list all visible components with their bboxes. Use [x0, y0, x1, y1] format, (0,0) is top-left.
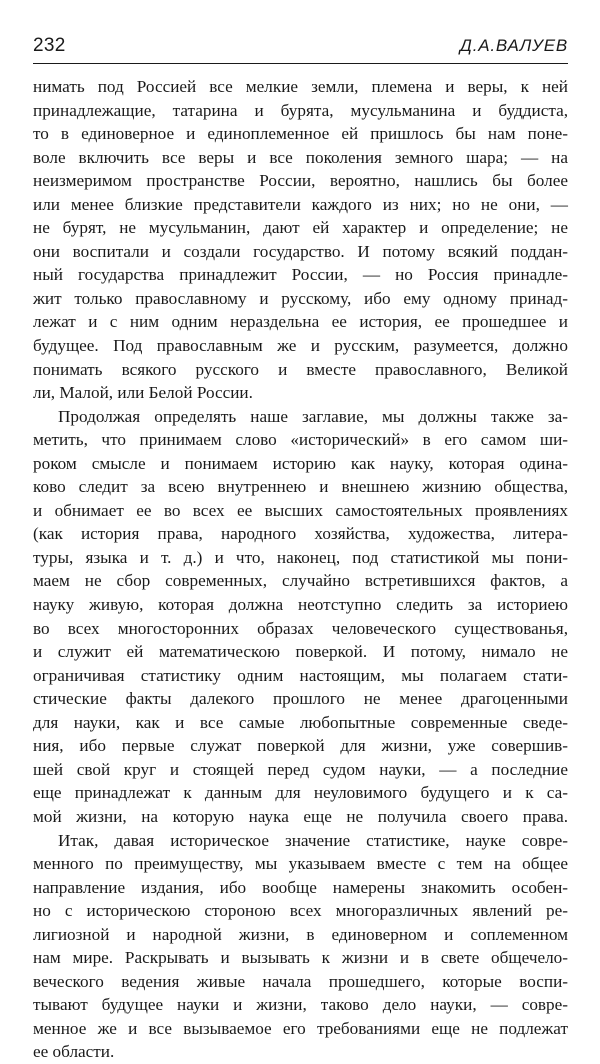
- running-title: Д.А.ВАЛУЕВ: [459, 36, 568, 55]
- text-line: науку живую, которая должна неотступно следить за историею: [33, 595, 568, 615]
- text-line: принадлежащие, татарина и бурята, мусульманина и буддиста,: [33, 100, 568, 120]
- text-line: туры, языка и т. д.) и что, наконец, под статистикой мы пони-: [33, 547, 568, 567]
- text-line: воле включить все веры и все поколения земного шара; — на: [33, 147, 568, 167]
- text-line: лигиозной и народной жизни, в единоверном и соплеменном: [33, 924, 568, 944]
- paragraph-2: [33, 405, 568, 829]
- body-text: [33, 75, 568, 1064]
- text-line: нам мире. Раскрывать и вызывать к жизни и в свете общечело-: [33, 948, 568, 968]
- text-line: то в единоверное и единоплеменное ей пришлось бы нам поне-: [33, 124, 568, 144]
- text-line: веческого ведения живые начала прошедшего, которые воспи-: [33, 971, 568, 991]
- text-line: не бурят, не мусульманин, дают ей характер и определение; не: [33, 218, 568, 238]
- text-line: неизмеримом пространстве России, вероятно, нашлись бы более: [33, 171, 568, 191]
- text-line: и служит ей математическою поверкой. И потому, нимало не: [33, 642, 568, 662]
- text-line: но с историческою стороною всех многоразличных явлений ре-: [33, 901, 568, 921]
- paragraph-3: [33, 829, 568, 1064]
- text-line: ния, ибо первые служат поверкой для жизни, уже совершив-: [33, 736, 568, 756]
- text-line: ный государства принадлежит России, — но Россия принадле-: [33, 265, 568, 285]
- text-line: Итак, давая историческое значение статистике, науке совре-: [58, 830, 568, 850]
- text-line: ли, Малой, или Белой России.: [33, 383, 253, 403]
- text-line: будущее. Под православным же и русским, разумеется, должно: [33, 336, 568, 356]
- text-line: ограничивая статистику одним настоящим, мы полагаем стати-: [33, 665, 568, 685]
- text-line: Продолжая определять наше заглавие, мы должны также за-: [58, 406, 568, 426]
- text-line: роком смысле и понимаем историю как науку, которая одина-: [33, 453, 568, 473]
- text-line: ее области.: [33, 1042, 115, 1062]
- paragraph-1: [33, 75, 568, 405]
- text-line: менное же и все вызываемое его требованиями еще не подлежат: [33, 1018, 568, 1038]
- text-line: метить, что принимаем слово «исторический» в его самом ши-: [33, 430, 568, 450]
- running-header: [33, 35, 568, 64]
- text-line: лежат и с ним одним нераздельна ее история, ее прошедшее и: [33, 312, 568, 332]
- text-line: для науки, как и все самые любопытные современные сведе-: [33, 712, 568, 732]
- text-line: маем не сбор современных, случайно встретившихся фактов, а: [33, 571, 568, 591]
- text-line: или менее близкие представители каждого из них; но не они, —: [33, 194, 568, 214]
- text-line: ково следит за всею внутреннею и внешнею жизнию общества,: [33, 477, 568, 497]
- text-line: еще принадлежат к данным для неуловимого будущего и к са-: [33, 783, 568, 803]
- text-line: жит только православному и русскому, ибо ему одному принад-: [33, 288, 568, 308]
- text-line: шей свой круг и стоящей перед судом науки, — а последние: [33, 759, 568, 779]
- text-line: они воспитали и создали государство. И потому всякий поддан-: [33, 241, 568, 261]
- text-line: во всех многосторонних образах человеческого существованья,: [33, 618, 568, 638]
- text-line: мой жизни, на которую наука еще не получила своего права.: [33, 806, 568, 826]
- text-line: и обнимает ее во всех ее высших самостоятельных проявлениях: [33, 500, 568, 520]
- text-line: (как история права, народного хозяйства, художества, литера-: [33, 524, 568, 544]
- text-line: менного по преимуществу, мы указываем вместе с тем на общее: [33, 854, 568, 874]
- text-line: нимать под Россией все мелкие земли, племена и веры, к ней: [33, 77, 568, 96]
- text-line: тывают будущее науки и жизни, таково дело науки, — совре-: [33, 995, 568, 1015]
- text-line: стические факты далекого прошлого не менее драгоценными: [33, 689, 568, 709]
- text-line: понимать всякого русского и вместе православного, Великой: [33, 359, 568, 379]
- page-number: 232: [33, 35, 66, 56]
- text-line: направление издания, ибо вообще намерены знакомить особен-: [33, 877, 568, 897]
